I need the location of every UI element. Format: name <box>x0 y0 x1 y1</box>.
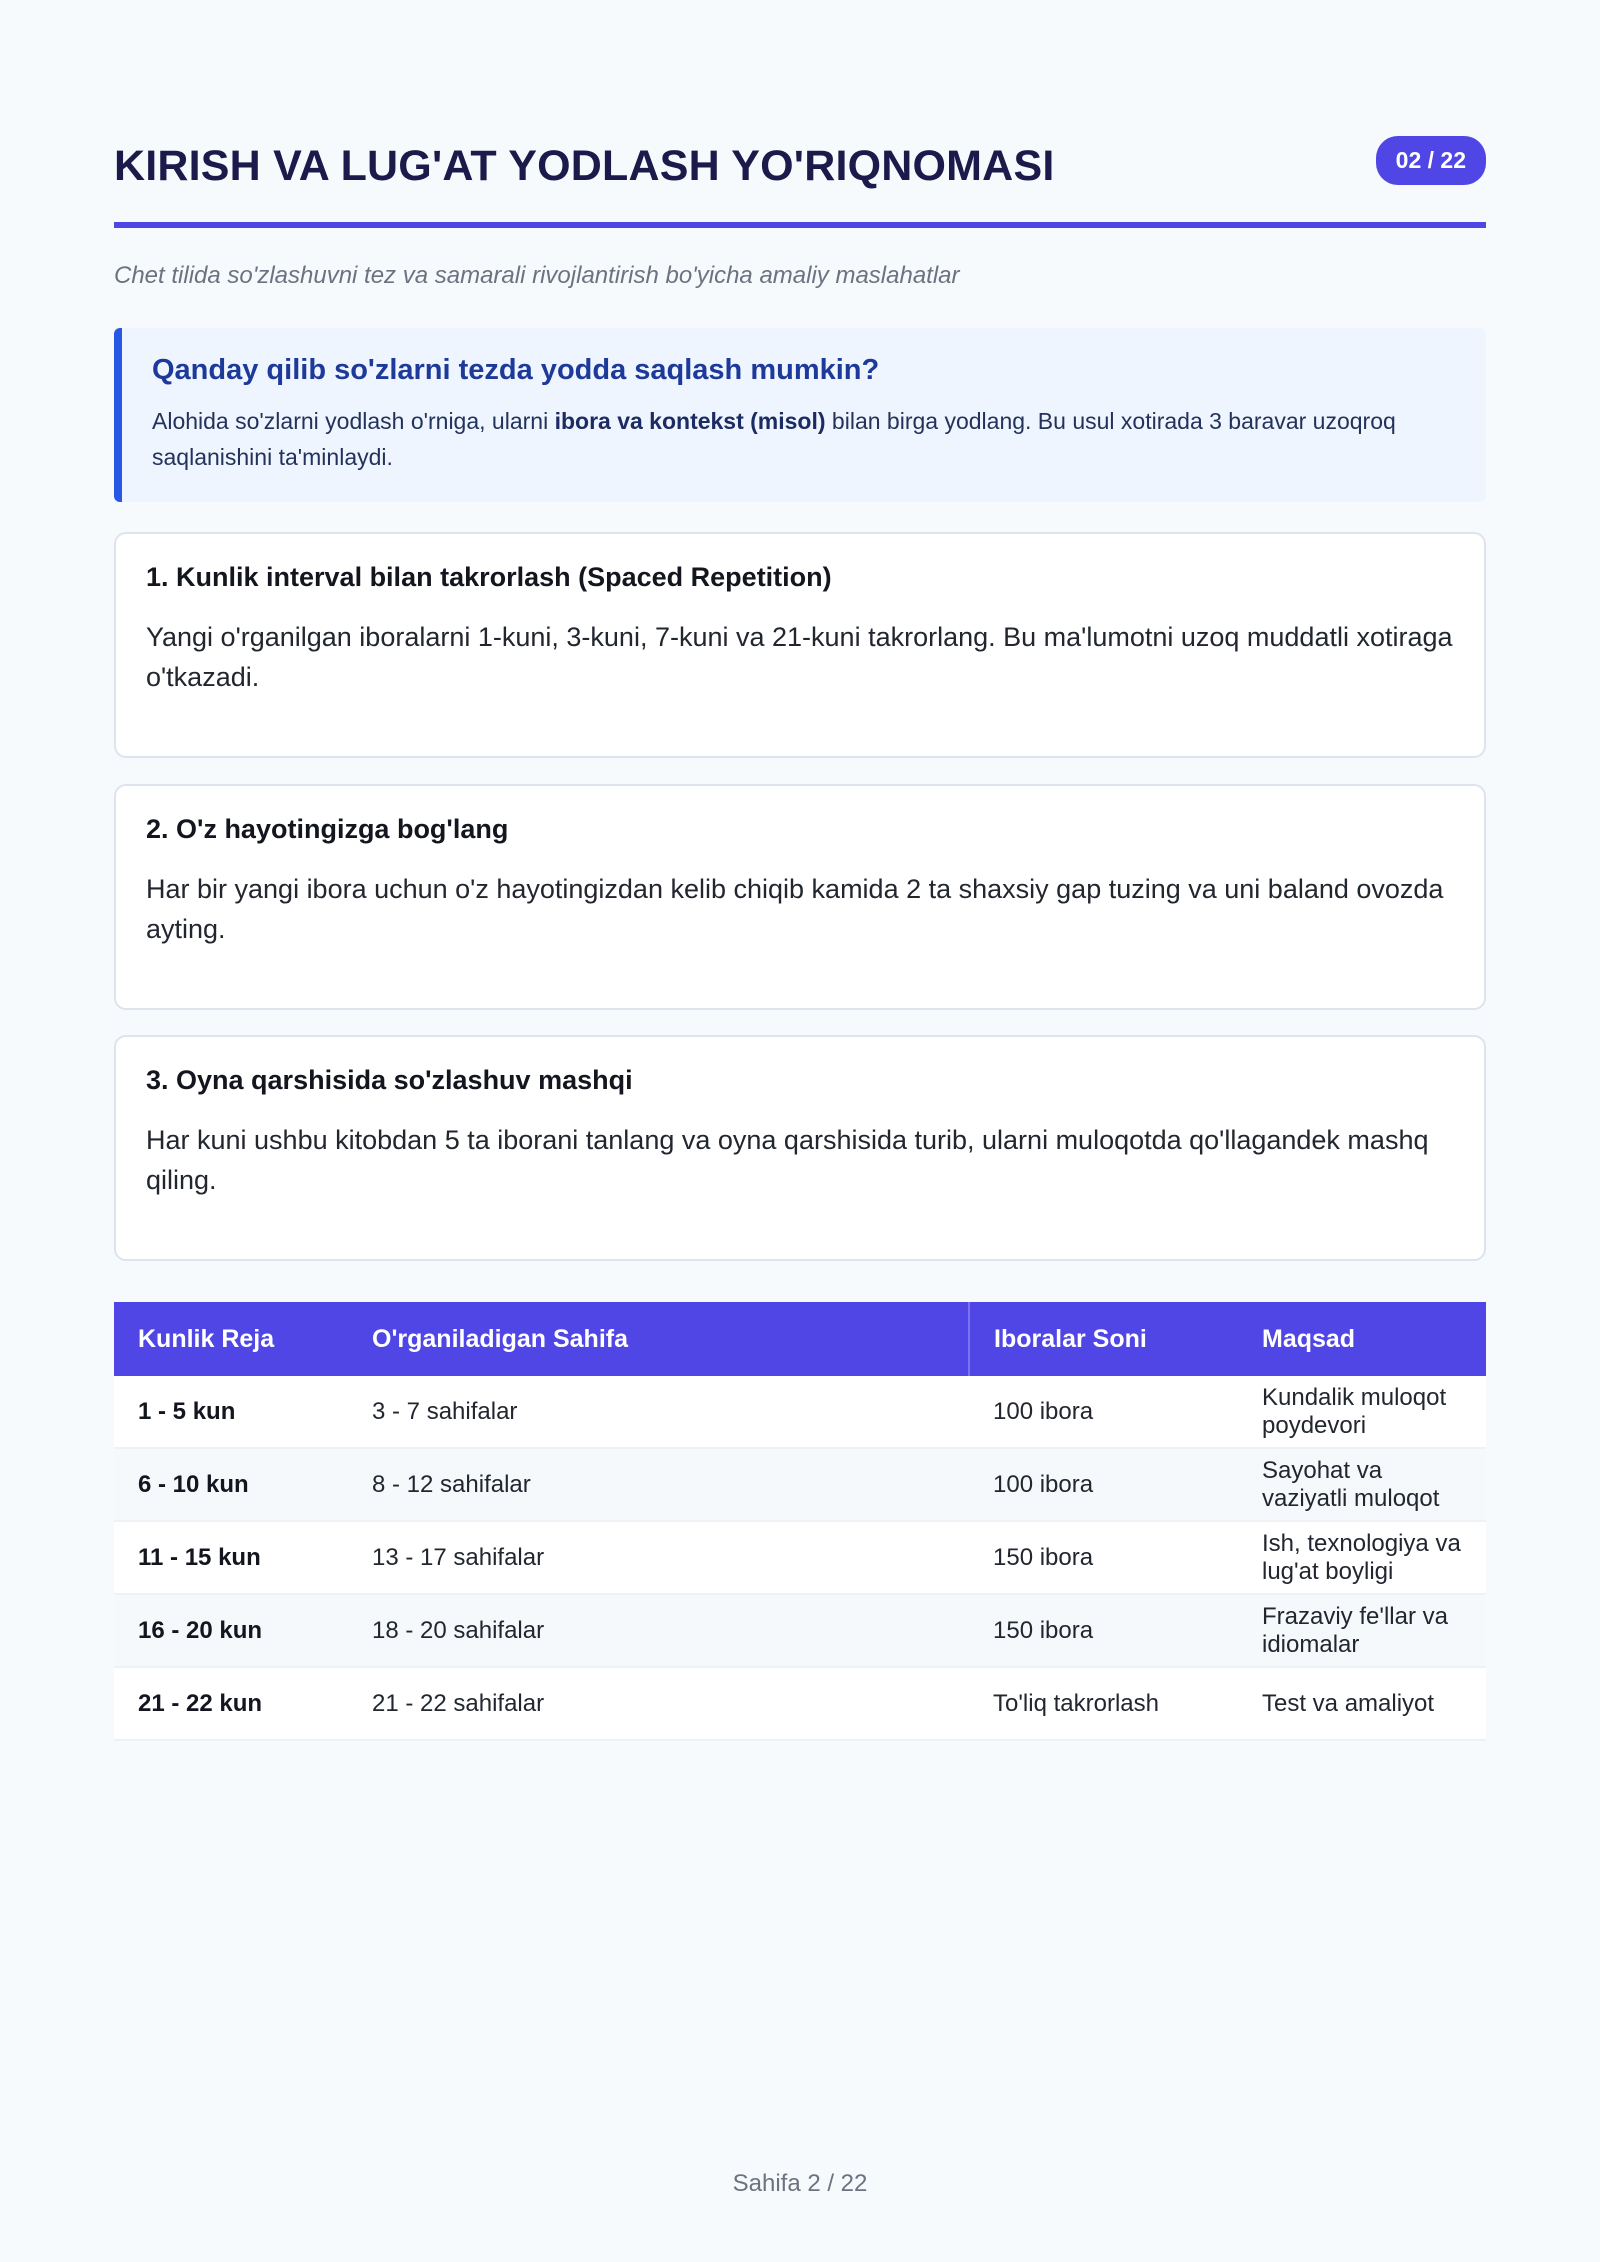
cell-goal: Frazaviy fe'llar va idiomalar <box>1238 1594 1486 1667</box>
cell-pages: 3 - 7 sahifalar <box>348 1376 969 1448</box>
card-title: 1. Kunlik interval bilan takrorlash (Spaced Repetition) <box>146 562 832 592</box>
page-subtitle: Chet tilida so'zlashuvni tez va samarali rivojlantirish bo'yicha amaliy maslahatlar <box>114 262 960 289</box>
cell-count: To'liq takrorlash <box>969 1667 1238 1740</box>
table-row <box>114 1376 1486 1448</box>
card-title: 3. Oyna qarshisida so'zlashuv mashqi <box>146 1065 633 1095</box>
cell-pages: 8 - 12 sahifalar <box>348 1448 969 1521</box>
page-footer: Sahifa 2 / 22 <box>732 2170 868 2197</box>
page-title: KIRISH VA LUG'AT YODLASH YO'RIQNOMASI <box>114 142 1055 190</box>
cell-pages: 21 - 22 sahifalar <box>348 1667 969 1740</box>
cell-count: 100 ibora <box>969 1376 1238 1448</box>
page-number-badge: 02 / 22 <box>1376 136 1486 185</box>
tip-text <box>152 403 1456 475</box>
table-row <box>114 1521 1486 1594</box>
column-header-goal: Maqsad <box>1238 1302 1486 1376</box>
tip-text-start: Alohida so'zlarni yodlash o'rniga, ularni <box>152 408 555 434</box>
cell-pages: 18 - 20 sahifalar <box>348 1594 969 1667</box>
method-card-3 <box>114 1035 1486 1261</box>
card-text: Yangi o'rganilgan iboralarni 1-kuni, 3-kuni, 7-kuni va 21-kuni takrorlang. Bu ma'lumotni uzoq muddatli xotiraga o'tkazadi. <box>146 622 1453 692</box>
cell-goal: Test va amaliyot <box>1238 1667 1486 1740</box>
page-header <box>114 132 1486 228</box>
cell-plan: 1 - 5 kun <box>114 1376 348 1448</box>
column-header-count: Iboralar Soni <box>969 1302 1238 1376</box>
table-row <box>114 1594 1486 1667</box>
card-text: Har kuni ushbu kitobdan 5 ta iborani tanlang va oyna qarshisida turib, ularni muloqotda qo'llagandek mashq qiling. <box>146 1125 1429 1195</box>
table-row <box>114 1448 1486 1521</box>
tip-text-emphasis: ibora va kontekst (misol) <box>554 408 826 434</box>
study-plan-table <box>114 1302 1486 1741</box>
cell-goal: Ish, texnologiya va lug'at boyligi <box>1238 1521 1486 1594</box>
cell-goal: Sayohat va vaziyatli muloqot <box>1238 1448 1486 1521</box>
cell-pages: 13 - 17 sahifalar <box>348 1521 969 1594</box>
column-header-pages: O'rganiladigan Sahifa <box>348 1302 969 1376</box>
card-text: Har bir yangi ibora uchun o'z hayotingizdan kelib chiqib kamida 2 ta shaxsiy gap tuzing va uni baland ovozda ayting. <box>146 874 1444 944</box>
column-header-plan: Kunlik Reja <box>114 1302 348 1376</box>
cell-count: 150 ibora <box>969 1521 1238 1594</box>
tip-text-end: bilan birga yodlang. Bu usul xotirada 3 baravar uzoqroq saqlanishini ta'minlaydi. <box>152 408 1396 470</box>
cell-plan: 16 - 20 kun <box>114 1594 348 1667</box>
table-header-row <box>114 1302 1486 1376</box>
tip-title: Qanday qilib so'zlarni tezda yodda saqlash mumkin? <box>152 354 880 386</box>
cell-goal: Kundalik muloqot poydevori <box>1238 1376 1486 1448</box>
card-title: 2. O'z hayotingizga bog'lang <box>146 814 509 844</box>
cell-plan: 11 - 15 kun <box>114 1521 348 1594</box>
cell-plan: 21 - 22 kun <box>114 1667 348 1740</box>
cell-count: 100 ibora <box>969 1448 1238 1521</box>
method-card-2 <box>114 784 1486 1010</box>
cell-count: 150 ibora <box>969 1594 1238 1667</box>
tip-callout <box>114 328 1486 502</box>
table-row <box>114 1667 1486 1740</box>
cell-plan: 6 - 10 kun <box>114 1448 348 1521</box>
method-card-1 <box>114 532 1486 758</box>
